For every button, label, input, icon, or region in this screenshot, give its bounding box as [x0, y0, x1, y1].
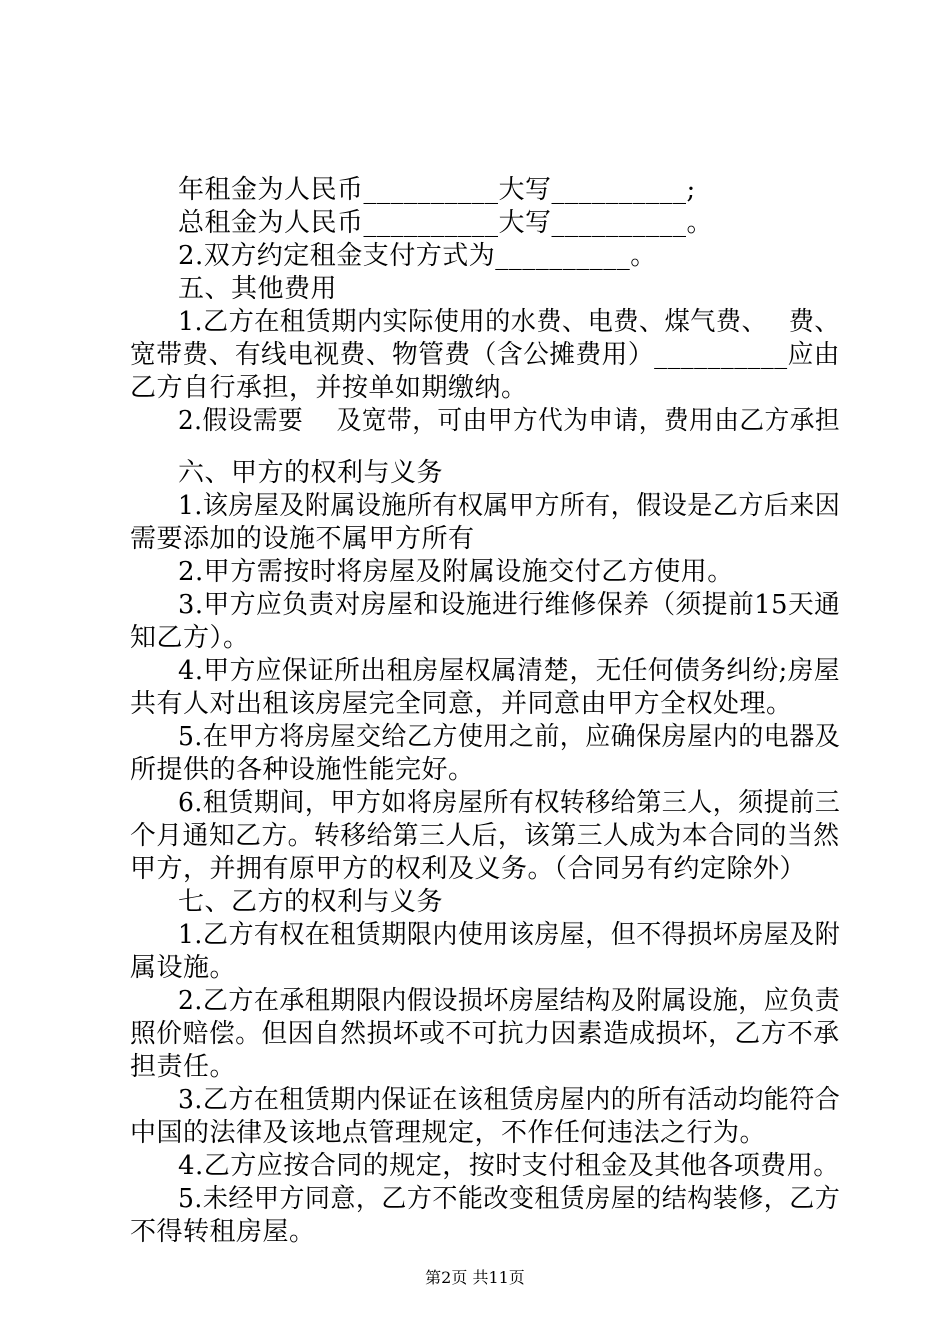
paragraph-line: 2.乙方在承租期限内假设损坏房屋结构及附属设施，应负责	[178, 986, 841, 1016]
section-heading-other-fees: 五、其他费用	[178, 274, 338, 304]
paragraph-line: 4.乙方应按合同的规定，按时支付租金及其他各项费用。	[178, 1151, 840, 1181]
total-rent-line: 总租金为人民币__________大写__________。	[178, 208, 714, 238]
paragraph-line: 共有人对出租该房屋完全同意，并同意由甲方全权处理。	[130, 689, 793, 719]
paragraph-line: 2.假设需要 及宽带，可由甲方代为申请，费用由乙方承担	[178, 406, 841, 436]
paragraph-line: 3.甲方应负责对房屋和设施进行维修保养（须提前15天通	[178, 590, 841, 620]
paragraph-line: 3.乙方在租赁期内保证在该租赁房屋内的所有活动均能符合	[178, 1085, 841, 1115]
paragraph-line: 属设施。	[130, 953, 237, 983]
paragraph-line: 1.该房屋及附属设施所有权属甲方所有，假设是乙方后来因	[178, 491, 841, 521]
paragraph-line: 甲方，并拥有原甲方的权利及义务。（合同另有约定除外）	[130, 854, 807, 884]
paragraph-line: 1.乙方有权在租赁期限内使用该房屋，但不得损坏房屋及附	[178, 920, 841, 950]
paragraph-line: 6.租赁期间，甲方如将房屋所有权转移给第三人，须提前三	[178, 788, 841, 818]
paragraph-line: 4.甲方应保证所出租房屋权属清楚，无任何债务纠纷;房屋	[178, 656, 841, 686]
annual-rent-line: 年租金为人民币__________大写__________;	[178, 175, 696, 205]
paragraph-line: 知乙方）。	[130, 623, 250, 653]
paragraph-line: 照价赔偿。但因自然损坏或不可抗力因素造成损坏，乙方不承	[130, 1019, 840, 1049]
paragraph-line: 担责任。	[130, 1052, 237, 1082]
paragraph-line: 5.未经甲方同意，乙方不能改变租赁房屋的结构装修，乙方	[178, 1184, 841, 1214]
paragraph-line: 宽带费、有线电视费、物管费（含公摊费用）__________应由	[130, 340, 841, 370]
paragraph-line: 需要添加的设施不属甲方所有	[130, 524, 475, 554]
paragraph-line: 所提供的各种设施性能完好。	[130, 755, 475, 785]
payment-method-line: 2.双方约定租金支付方式为__________。	[178, 241, 657, 271]
page-footer: 第2页 共11页	[425, 1268, 525, 1287]
paragraph-line: 个月通知乙方。转移给第三人后，该第三人成为本合同的当然	[130, 821, 840, 851]
section-heading-party-b: 七、乙方的权利与义务	[178, 887, 444, 917]
paragraph-line: 2.甲方需按时将房屋及附属设施交付乙方使用。	[178, 557, 734, 587]
paragraph-line: 1.乙方在租赁期内实际使用的水费、电费、煤气费、 费、	[178, 307, 841, 337]
paragraph-line: 不得转租房屋。	[130, 1217, 316, 1247]
section-heading-party-a: 六、甲方的权利与义务	[178, 458, 444, 488]
paragraph-line: 5.在甲方将房屋交给乙方使用之前，应确保房屋内的电器及	[178, 722, 841, 752]
paragraph-line: 中国的法律及该地点管理规定，不作任何违法之行为。	[130, 1118, 767, 1148]
paragraph-line: 乙方自行承担，并按单如期缴纳。	[130, 373, 528, 403]
